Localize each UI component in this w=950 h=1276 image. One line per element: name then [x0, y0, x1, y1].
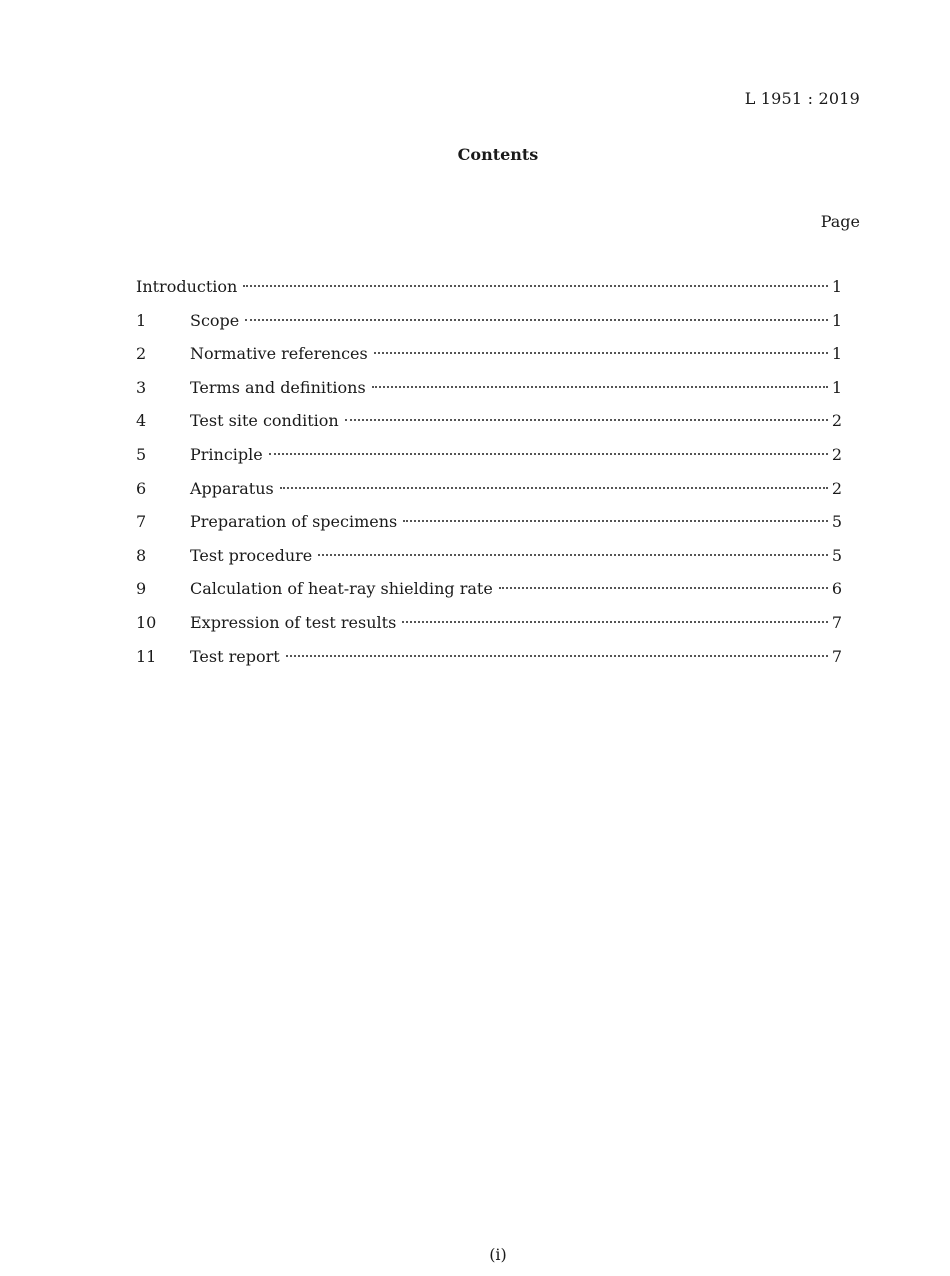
table-of-contents [136, 277, 842, 680]
toc-entry-scope[interactable] [136, 311, 842, 345]
toc-entry-title: Preparation of specimens [190, 512, 398, 532]
toc-entry-page: 1 [831, 377, 842, 397]
dot-leader [280, 487, 828, 489]
toc-entry-test-site-condition[interactable] [136, 411, 842, 445]
dot-leader [403, 520, 828, 522]
dot-leader [402, 621, 828, 623]
toc-entry-number: 9 [136, 579, 147, 599]
toc-entry-title: Test report [190, 646, 280, 666]
toc-entry-number: 5 [136, 444, 147, 464]
page-column-label: Page [820, 212, 860, 231]
toc-entry-title: Apparatus [190, 478, 274, 498]
toc-entry-introduction[interactable] [136, 277, 842, 311]
toc-entry-number: 2 [136, 344, 147, 364]
toc-entry-page: 5 [831, 512, 842, 532]
toc-entry-page: 2 [831, 411, 842, 431]
dot-leader [269, 453, 828, 455]
toc-entry-page: 5 [831, 545, 842, 565]
toc-entry-title: Normative references [190, 344, 368, 364]
dot-leader [374, 352, 828, 354]
toc-entry-normative-references[interactable] [136, 344, 842, 378]
toc-entry-number: 8 [136, 545, 147, 565]
toc-entry-number: 7 [136, 512, 147, 532]
dot-leader [318, 554, 828, 556]
standard-number: L 1951 : 2019 [744, 89, 860, 108]
toc-entry-title: Test procedure [190, 545, 313, 565]
toc-entry-number: 4 [136, 411, 147, 431]
toc-entry-page: 1 [831, 310, 842, 330]
toc-entry-number: 10 [136, 612, 157, 632]
toc-entry-number: 6 [136, 478, 147, 498]
toc-entry-page: 6 [831, 579, 842, 599]
toc-entry-number: 3 [136, 377, 147, 397]
toc-entry-title: Terms and definitions [190, 377, 366, 397]
toc-entry-title: Calculation of heat-ray shielding rate [190, 579, 493, 599]
toc-entry-calculation-of-heat-ray-shielding-rate[interactable] [136, 579, 842, 613]
toc-entry-number: 11 [136, 646, 157, 666]
toc-entry-page: 7 [831, 646, 842, 666]
toc-entry-title: Expression of test results [190, 612, 397, 632]
toc-entry-number: 1 [136, 310, 147, 330]
toc-entry-apparatus[interactable] [136, 479, 842, 513]
dot-leader [345, 419, 828, 421]
toc-entry-page: 7 [831, 612, 842, 632]
toc-entry-page: 2 [831, 478, 842, 498]
toc-entry-expression-of-test-results[interactable] [136, 613, 842, 647]
footer-page-number: (i) [489, 1245, 507, 1264]
toc-entry-terms-and-definitions[interactable] [136, 378, 842, 412]
toc-entry-preparation-of-specimens[interactable] [136, 512, 842, 546]
page-title: Contents [457, 145, 539, 164]
toc-entry-title: Principle [190, 444, 263, 464]
dot-leader [499, 587, 828, 589]
toc-entry-title: Test site condition [190, 411, 339, 431]
toc-entry-test-procedure[interactable] [136, 546, 842, 580]
toc-entry-test-report[interactable] [136, 647, 842, 681]
toc-entry-page: 1 [831, 277, 842, 296]
dot-leader [372, 386, 828, 388]
toc-entry-title: Scope [190, 310, 240, 330]
dot-leader [243, 285, 827, 287]
toc-entry-title: Introduction [136, 277, 238, 296]
dot-leader [286, 655, 828, 657]
toc-entry-principle[interactable] [136, 445, 842, 479]
toc-entry-page: 2 [831, 444, 842, 464]
dot-leader [245, 319, 828, 321]
toc-entry-page: 1 [831, 344, 842, 364]
